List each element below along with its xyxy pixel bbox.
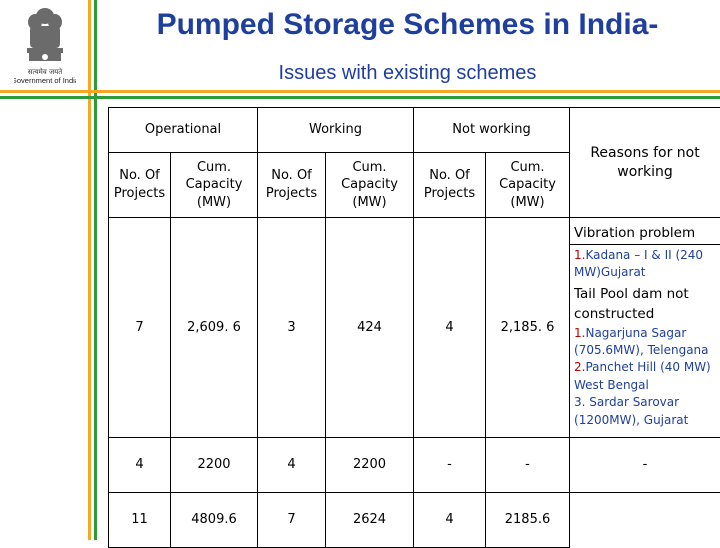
header-w-capacity: Cum. Capacity (MW) [326,153,414,218]
cell-nw-projects: - [414,438,486,493]
cell-nw-capacity: 2185.6 [486,493,570,548]
cell-op-projects: 4 [109,438,171,493]
header-op-capacity: Cum. Capacity (MW) [171,153,258,218]
reason-tailpool-heading: Tail Pool dam not constructed [574,285,716,324]
emblem-caption: Government of India [14,76,76,85]
reason-vibration-item: 1.Kadana – I & II (240 MW)Gujarat [574,247,716,282]
table-row [109,493,720,548]
government-emblem [14,4,76,86]
cell-op-capacity: 2,609. 6 [171,218,258,438]
table-row [109,218,720,438]
cell-op-capacity: 2200 [171,438,258,493]
cell-op-capacity: 4809.6 [171,493,258,548]
reason-item-3: 3. Sardar Sarovar (1200MW), Gujarat [574,394,716,429]
cell-op-projects: 7 [109,218,171,438]
cell-nw-capacity: 2,185. 6 [486,218,570,438]
header-nw-projects: No. Of Projects [414,153,486,218]
reason-item-1: 1.Nagarjuna Sagar (705.6MW), Telengana [574,325,716,360]
group-reasons: Reasons for not working [570,108,720,218]
group-not-working: Not working [414,108,570,153]
page-subtitle: Issues with existing schemes [95,62,720,85]
cell-w-projects: 3 [258,218,326,438]
cell-w-capacity: 2200 [326,438,414,493]
cell-nw-projects: 4 [414,493,486,548]
header-w-projects: No. Of Projects [258,153,326,218]
cell-w-capacity: 424 [326,218,414,438]
page-title: Pumped Storage Schemes in India- [95,8,720,42]
schemes-table [108,107,720,548]
cell-op-projects: 11 [109,493,171,548]
header-op-projects: No. Of Projects [109,153,171,218]
header-nw-capacity: Cum. Capacity (MW) [486,153,570,218]
cell-nw-projects: 4 [414,218,486,438]
cell-reason: - [570,438,720,493]
svg-text:सत्यमेव जयते: सत्यमेव जयते [28,67,63,76]
cell-w-projects: 4 [258,438,326,493]
cell-w-projects: 7 [258,493,326,548]
reason-vibration-heading: Vibration problem [570,224,720,245]
green-horizontal-line [0,96,720,99]
reason-item-2: 2.Panchet Hill (40 MW) West Bengal [574,359,716,394]
saffron-vertical-line [88,0,91,540]
group-operational: Operational [109,108,258,153]
saffron-horizontal-line [0,90,720,93]
group-working: Working [258,108,414,153]
cell-w-capacity: 2624 [326,493,414,548]
cell-reason-empty [570,493,720,548]
table-row [109,438,720,493]
reasons-cell [570,218,720,438]
cell-nw-capacity: - [486,438,570,493]
